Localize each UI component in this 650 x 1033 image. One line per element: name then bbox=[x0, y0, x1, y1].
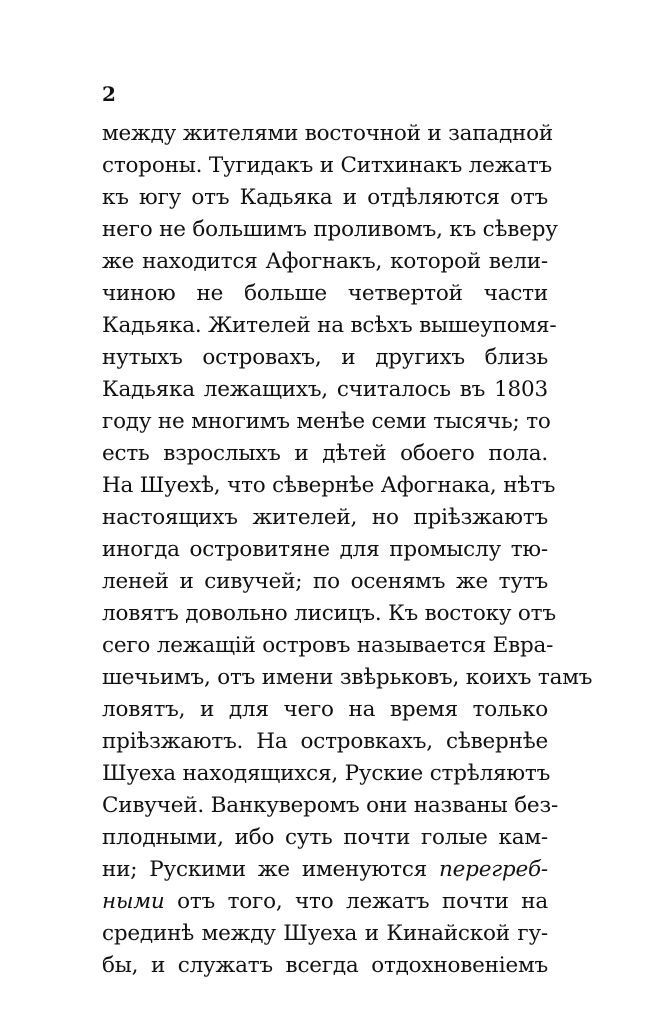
text-line: бы, и служатъ всегда отдохновенiемъ bbox=[102, 953, 548, 978]
text-line: Шуеха находящихся, Руские стрѣляютъ bbox=[102, 761, 551, 786]
text-line: сего лежащiй островъ называется Евра- bbox=[102, 633, 554, 658]
text-line: Кадьяка лежащихъ, считалось въ 1803 bbox=[102, 377, 548, 402]
text-line: На Шуехѣ, что сѣвернѣе Афогнака, нѣтъ bbox=[102, 473, 556, 498]
text-line: есть взрослыхъ и дѣтей обоего пола. bbox=[102, 441, 548, 466]
text-line: ловятъ довольно лисицъ. Къ востоку отъ bbox=[102, 601, 556, 626]
text-line: шечьимъ, отъ имени звѣрьковъ, коихъ тамъ bbox=[102, 665, 593, 690]
text-line: стороны. Тугидакъ и Ситхинакъ лежатъ bbox=[102, 153, 553, 178]
text-line: иногда островитяне для промыслу тю- bbox=[102, 537, 548, 562]
text-line: чиною не больше четвертой части bbox=[102, 281, 548, 306]
text-line: прiѣзжаютъ. На островкахъ, сѣвернѣе bbox=[102, 729, 548, 754]
italic-word: перегреб- bbox=[439, 857, 548, 882]
text-line: же находится Афогнакъ, которой вели- bbox=[102, 249, 548, 274]
text-line: году не многимъ менѣе семи тысячь; то bbox=[102, 409, 551, 434]
page-number: 2 bbox=[102, 82, 116, 106]
text-line: срединѣ между Шуеха и Кинайской гу- bbox=[102, 921, 548, 946]
text-line: нутыхъ островахъ, и другихъ близь bbox=[102, 345, 548, 370]
text-line: него не большимъ проливомъ, къ сѣверу bbox=[102, 217, 558, 242]
text-line: ловятъ, и для чего на время только bbox=[102, 697, 548, 722]
body-text bbox=[102, 118, 593, 982]
text-line: между жителями восточной и западной bbox=[102, 121, 554, 146]
text-line: Сивучей. Ванкуверомъ они названы без- bbox=[102, 793, 559, 818]
text-line: ными отъ того, что лежатъ почти на bbox=[102, 889, 548, 914]
text-line: ни; Рускими же именуются перегреб- bbox=[102, 857, 548, 882]
text-line: настоящихъ жителей, но прiѣзжаютъ bbox=[102, 505, 548, 530]
text-line: Кадьяка. Жителей на всѣхъ вышеупомя- bbox=[102, 313, 557, 338]
italic-word: ными bbox=[102, 889, 165, 914]
text-line: къ югу отъ Кадьяка и отдѣляются отъ bbox=[102, 185, 548, 210]
text-line: плодными, ибо суть почти голые кам- bbox=[102, 825, 548, 850]
text-line: леней и сивучей; по осенямъ же тутъ bbox=[102, 569, 548, 594]
